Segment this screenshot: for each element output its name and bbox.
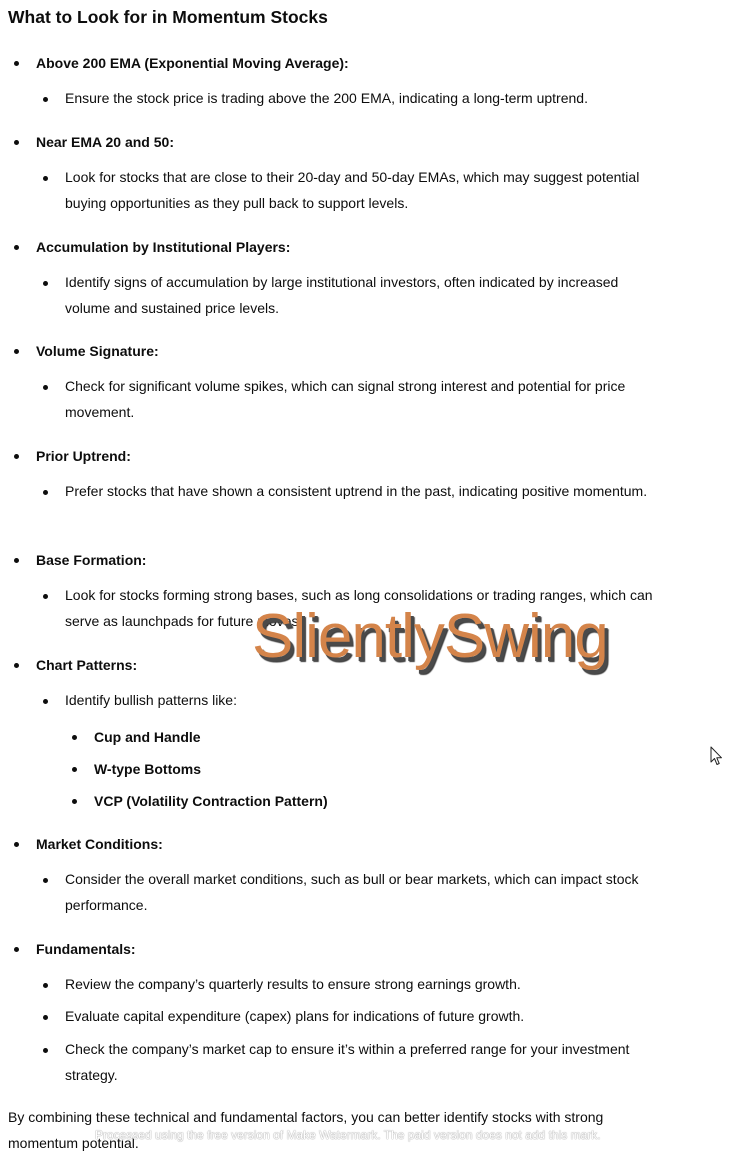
mouse-pointer-icon: [710, 746, 724, 766]
pattern-cup-and-handle: Cup and Handle: [94, 729, 201, 745]
section-label: Base Formation:: [36, 552, 147, 568]
bullet-icon: [14, 61, 19, 66]
section-label: Chart Patterns:: [36, 657, 138, 673]
bullet-icon: [14, 454, 19, 459]
section-label: Above 200 EMA (Exponential Moving Average):: [36, 55, 349, 71]
bullet-icon: [14, 947, 19, 952]
bullet-icon: [72, 767, 77, 772]
section-detail: Identify bullish patterns like:: [65, 692, 237, 708]
section-label: Fundamentals:: [36, 941, 136, 957]
section-detail: Identify signs of accumulation by large institutional investors, often indicated by increased volume and sustained price levels.: [65, 274, 619, 316]
section-detail: Consider the overall market conditions, such as bull or bear markets, which can impact stock performance.: [65, 871, 639, 913]
bullet-icon: [43, 97, 48, 102]
bullet-icon: [43, 1048, 48, 1053]
bullet-icon: [43, 490, 48, 495]
bullet-icon: [14, 140, 19, 145]
pattern-vcp: VCP (Volatility Contraction Pattern): [94, 793, 328, 809]
footer-watermark-notice: Processed using the free version of Make Watermark. The paid version does not add this mark.: [95, 1128, 601, 1142]
bullet-icon: [72, 735, 77, 740]
bullet-icon: [14, 842, 19, 847]
page-title: What to Look for in Momentum Stocks: [8, 7, 328, 27]
section-detail: Look for stocks forming strong bases, such as long consolidations or trading ranges, which can serve as launchpads for future moves.: [65, 587, 653, 629]
bullet-icon: [43, 594, 48, 599]
bullet-icon: [43, 385, 48, 390]
pattern-w-type-bottoms: W-type Bottoms: [94, 761, 202, 777]
watermark-logo: SlientlySwing: [252, 602, 608, 671]
section-label: Accumulation by Institutional Players:: [36, 239, 291, 255]
section-detail: Check the company’s market cap to ensure it’s within a preferred range for your investment strategy.: [65, 1041, 630, 1083]
section-detail: Check for significant volume spikes, which can signal strong interest and potential for price movement.: [65, 378, 626, 420]
section-detail: Ensure the stock price is trading above the 200 EMA, indicating a long-term uptrend.: [65, 90, 588, 106]
bullet-icon: [43, 1015, 48, 1020]
bullet-icon: [43, 176, 48, 181]
section-label: Near EMA 20 and 50:: [36, 134, 174, 150]
bullet-icon: [14, 558, 19, 563]
bullet-icon: [43, 699, 48, 704]
section-label: Market Conditions:: [36, 836, 163, 852]
section-detail: Prefer stocks that have shown a consistent uptrend in the past, indicating positive momentum.: [65, 483, 648, 499]
bullet-icon: [43, 878, 48, 883]
bullet-icon: [43, 983, 48, 988]
section-detail: Evaluate capital expenditure (capex) plans for indications of future growth.: [65, 1008, 525, 1024]
bullet-icon: [72, 799, 77, 804]
section-detail: Review the company’s quarterly results to ensure strong earnings growth.: [65, 976, 521, 992]
section-label: Prior Uptrend:: [36, 448, 131, 464]
closing-paragraph: By combining these technical and fundamental factors, you can better identify stocks with strong momentum potential.: [8, 1109, 604, 1151]
bullet-icon: [14, 245, 19, 250]
section-label: Volume Signature:: [36, 343, 159, 359]
bullet-icon: [14, 349, 19, 354]
section-detail: Look for stocks that are close to their 20-day and 50-day EMAs, which may suggest potential buying opportunities as they pull back to support levels.: [65, 169, 640, 211]
bullet-icon: [14, 663, 19, 668]
bullet-icon: [43, 281, 48, 286]
